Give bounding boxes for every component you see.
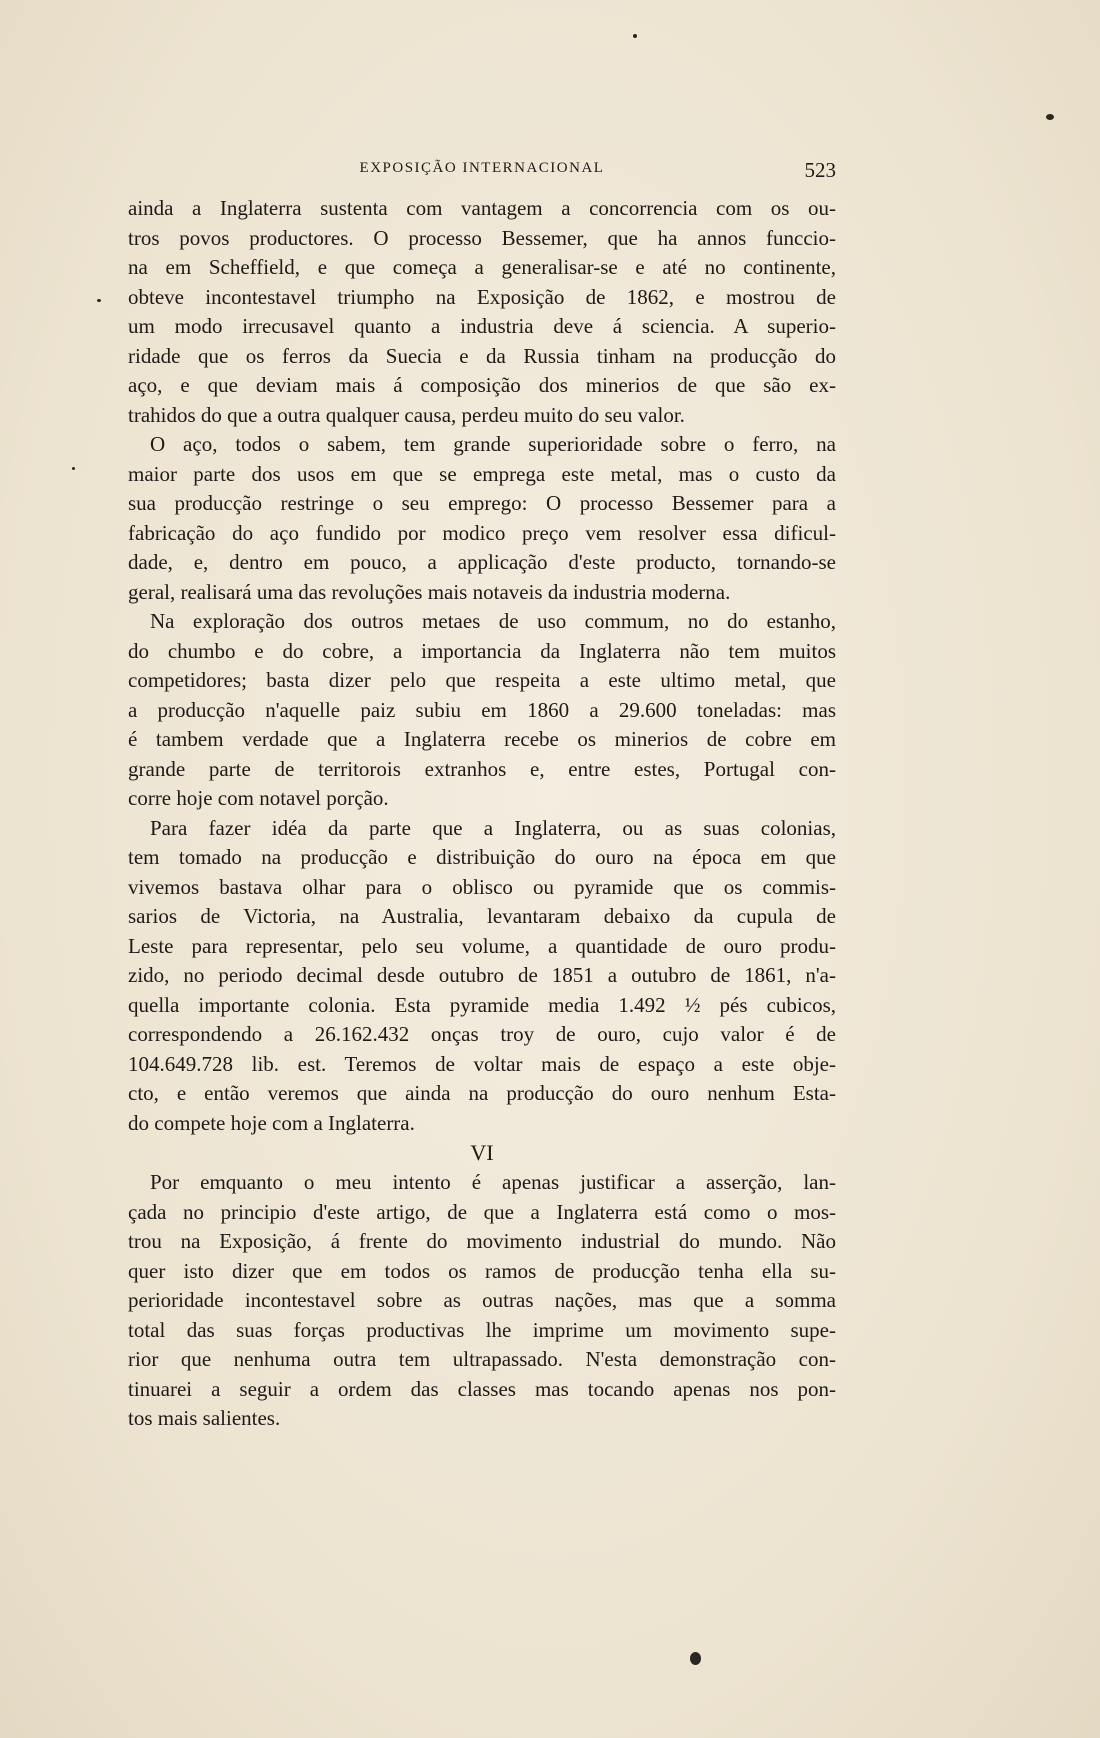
text-line: dade, e, dentro em pouco, a applicação d'este producto, tornando-se <box>128 550 836 574</box>
text-line: correspondendo a 26.162.432 onças troy de ouro, cujo valor é de <box>128 1022 836 1046</box>
ink-speck <box>633 34 637 38</box>
ink-speck <box>690 1652 701 1665</box>
page-number: 523 <box>804 158 836 182</box>
text-line: corre hoje com notavel porção. <box>128 786 389 810</box>
page-header <box>128 158 836 182</box>
text-line: sua producção restringe o seu emprego: O processo Bessemer para a <box>128 491 836 515</box>
section-heading: VI <box>470 1140 494 1165</box>
text-line: rior que nenhuma outra tem ultrapassado. N'esta demonstração con- <box>128 1347 836 1371</box>
text-line: total das suas forças productivas lhe imprime um movimento supe- <box>128 1317 836 1342</box>
text-line: tos mais salientes. <box>128 1406 281 1430</box>
text-line: é tambem verdade que a Inglaterra recebe os minerios de cobre em <box>128 727 836 751</box>
paragraph-first-line: Para fazer idéa da parte que a Inglaterra, ou as suas colonias, <box>150 815 836 840</box>
text-line: quella importante colonia. Esta pyramide media 1.492 ½ pés cubicos, <box>128 992 836 1017</box>
text-line: vivemos bastava olhar para o oblisco ou pyramide que os commis- <box>128 874 836 899</box>
text-line: zido, no periodo decimal desde outubro de 1851 a outubro de 1861, n'a- <box>128 963 836 987</box>
text-line: obteve incontestavel triumpho na Exposição de 1862, e mostrou de <box>128 284 836 309</box>
text-line: ridade que os ferros da Suecia e da Russia tinham na producção do <box>128 343 836 368</box>
ink-speck <box>1046 114 1054 120</box>
text-line: tinuarei a seguir a ordem das classes mas tocando apenas nos pon- <box>128 1376 836 1401</box>
text-line: trahidos do que a outra qualquer causa, perdeu muito do seu valor. <box>128 402 685 427</box>
text-line: Leste para representar, pelo seu volume, a quantidade de ouro produ- <box>128 933 836 958</box>
text-line: quer isto dizer que em todos os ramos de producção tenha ella su- <box>128 1258 836 1283</box>
body-text <box>128 194 836 1434</box>
text-line: do compete hoje com a Inglaterra. <box>128 1110 415 1135</box>
text-line: do chumbo e do cobre, a importancia da Inglaterra não tem muitos <box>128 638 836 663</box>
text-line: cto, e então veremos que ainda na producção do ouro nenhum Esta- <box>128 1081 836 1105</box>
ink-speck <box>72 467 75 470</box>
paragraph-first-line: Por emquanto o meu intento é apenas justificar a asserção, lan- <box>150 1170 836 1194</box>
text-line: a producção n'aquelle paiz subiu em 1860 a 29.600 toneladas: mas <box>128 697 836 722</box>
text-line: ainda a Inglaterra sustenta com vantagem a concorrencia com os ou- <box>128 196 836 220</box>
text-line: maior parte dos usos em que se emprega este metal, mas o custo da <box>128 461 836 486</box>
text-line: çada no principio d'este artigo, de que a Inglaterra está como o mos- <box>128 1199 836 1224</box>
text-line: 104.649.728 lib. est. Teremos de voltar mais de espaço a este obje- <box>128 1051 836 1076</box>
text-line: na em Scheffield, e que começa a generalisar-se e até no continente, <box>128 255 836 279</box>
paragraph-first-line: O aço, todos o sabem, tem grande superioridade sobre o ferro, na <box>150 432 836 456</box>
running-title: EXPOSIÇÃO INTERNACIONAL <box>359 160 605 176</box>
text-line: tros povos productores. O processo Bessemer, que ha annos funccio- <box>128 225 836 250</box>
ink-speck <box>97 299 101 302</box>
text-line: tem tomado na producção e distribuição do ouro na época em que <box>128 845 836 869</box>
text-line: sarios de Victoria, na Australia, levantaram debaixo da cupula de <box>128 904 836 928</box>
text-line: fabricação do aço fundido por modico preço vem resolver essa dificul- <box>128 520 836 545</box>
text-line: trou na Exposição, á frente do movimento industrial do mundo. Não <box>128 1229 836 1253</box>
text-line: um modo irrecusavel quanto a industria deve á sciencia. A superio- <box>128 314 836 338</box>
text-line: geral, realisará uma das revoluções mais notaveis da industria moderna. <box>128 579 731 604</box>
text-line: aço, e que deviam mais á composição dos minerios de que são ex- <box>128 373 836 397</box>
text-line: perioridade incontestavel sobre as outras nações, mas que a somma <box>128 1288 836 1312</box>
paragraph-first-line: Na exploração dos outros metaes de uso commum, no do estanho, <box>150 609 836 633</box>
text-line: grande parte de territorois extranhos e, entre estes, Portugal con- <box>128 756 836 781</box>
text-line: competidores; basta dizer pelo que respeita a este ultimo metal, que <box>128 668 836 692</box>
